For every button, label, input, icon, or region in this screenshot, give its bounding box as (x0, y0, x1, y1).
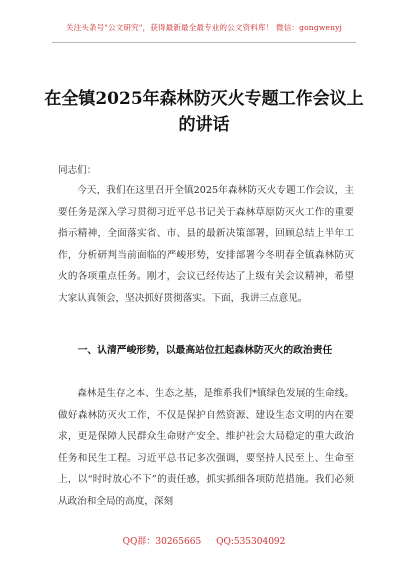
header-divider (52, 42, 356, 43)
paragraph-section-1: 森林是生存之本、生态之基，是维系我们*镇绿色发展的生命线。做好森林防灭火工作，不仅是保护自然资源、建设生态文明的内在要求，更是保障人民群众生命财产安全、维护社会大局稳定的重大政治任务和民生工程。习近平总书记多次强调，要坚持人民至上、生命至上，以“时时放心不下”的责任感，抓实抓细各项防范措施。我们必须从政治和全局的高度，深刻 (58, 388, 354, 507)
footer-qq-group: QQ群：30265665 (122, 537, 202, 547)
salutation: 同志们： (58, 165, 97, 176)
footer-qq: QQ:535304092 (216, 537, 286, 547)
paragraph-intro: 今天，我们在这里召开全镇2025年森林防灭火专题工作会议，主要任务是深入学习贯彻习近平总书记关于森林草原防灭火工作的重要指示精神，全面落实省、市、县的最新决策部署，回顾总结上半年工作，分析研判当前面临的严峻形势，安排部署今冬明春全镇森林防灭火的各项重点任务。刚才，会议已经传达了上级有关会议精神，希望大家认真领会，坚决抓好贯彻落实。下面，我讲三点意见。 (58, 185, 354, 304)
document-title: 在全镇2025年森林防灭火专题工作会议上的讲话 (44, 89, 364, 135)
header-banner: 关注头条号"公文研究"，获得最新最全最专业的公文资料库！ 微信：gongwenyj (65, 23, 343, 32)
section-heading-1: 一、认清严峻形势，以最高站位扛起森林防灭火的政治责任 (77, 345, 333, 356)
footer-contact (0, 534, 408, 547)
